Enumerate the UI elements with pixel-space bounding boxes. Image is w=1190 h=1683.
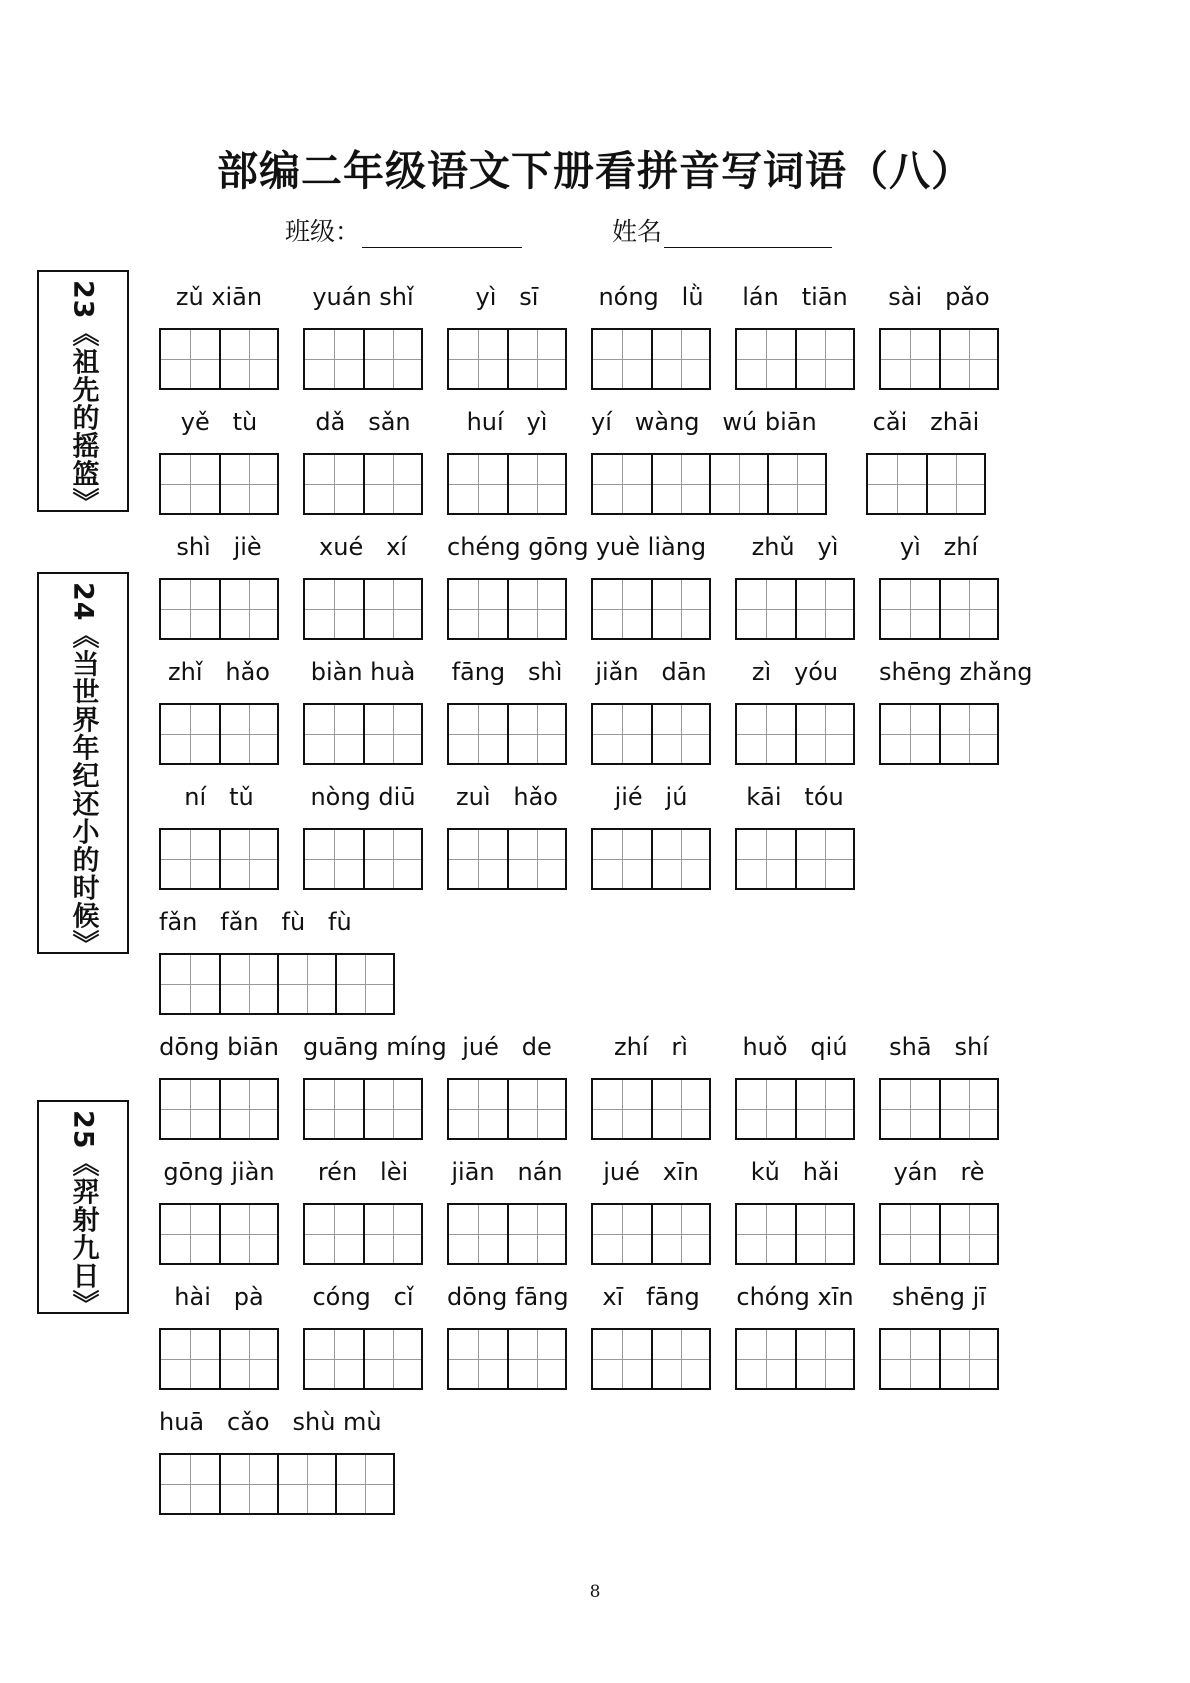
word-item bbox=[303, 405, 423, 517]
tianzige-cell[interactable] bbox=[507, 1080, 565, 1138]
tianzige-cell[interactable] bbox=[305, 1330, 363, 1388]
tianzige-cell[interactable] bbox=[939, 580, 997, 638]
word-item bbox=[879, 1030, 999, 1142]
tianzige-cell[interactable] bbox=[737, 580, 795, 638]
writing-grid bbox=[159, 1203, 279, 1265]
tianzige-cell[interactable] bbox=[507, 1205, 565, 1263]
writing-grid bbox=[159, 1453, 395, 1515]
pinyin-label: kǔ hǎi bbox=[750, 1158, 840, 1186]
pinyin-label: yuè liàng bbox=[595, 533, 707, 561]
tianzige-cell[interactable] bbox=[881, 330, 939, 388]
pinyin-label: chóng xīn bbox=[736, 1283, 854, 1311]
writing-grid bbox=[735, 828, 855, 890]
tianzige-cell[interactable] bbox=[651, 1330, 709, 1388]
tianzige-cell[interactable] bbox=[305, 330, 363, 388]
tianzige-cell[interactable] bbox=[363, 1080, 421, 1138]
writing-grid bbox=[159, 953, 395, 1015]
name-blank[interactable] bbox=[664, 219, 832, 248]
pinyin-label: jué de bbox=[462, 1033, 552, 1061]
pinyin-label: sài pǎo bbox=[888, 283, 990, 311]
word-item bbox=[735, 655, 855, 767]
tianzige-cell[interactable] bbox=[737, 1330, 795, 1388]
tianzige-cell[interactable] bbox=[363, 1205, 421, 1263]
pinyin-label: yě tù bbox=[180, 408, 258, 436]
tianzige-cell[interactable] bbox=[449, 1205, 507, 1263]
writing-grid bbox=[591, 453, 827, 515]
word-item bbox=[879, 1280, 999, 1392]
pinyin-label: zuì hǎo bbox=[456, 783, 558, 811]
tianzige-cell[interactable] bbox=[449, 330, 507, 388]
word-item bbox=[303, 280, 423, 392]
tianzige-cell[interactable] bbox=[161, 955, 219, 1013]
tianzige-cell[interactable] bbox=[161, 830, 219, 888]
word-item bbox=[447, 1030, 567, 1142]
writing-grid bbox=[866, 453, 986, 515]
pinyin-label: nóng lǜ bbox=[598, 283, 704, 311]
tianzige-cell[interactable] bbox=[737, 830, 795, 888]
class-blank[interactable] bbox=[362, 219, 522, 248]
tianzige-cell[interactable] bbox=[161, 1455, 219, 1513]
pinyin-label: rén lèi bbox=[317, 1158, 409, 1186]
word-item bbox=[447, 655, 567, 767]
class-label: 班级： bbox=[285, 217, 361, 246]
tianzige-cell[interactable] bbox=[593, 1205, 651, 1263]
tianzige-cell[interactable] bbox=[651, 455, 709, 513]
word-item bbox=[303, 1280, 423, 1392]
word-item bbox=[591, 280, 711, 392]
word-item bbox=[447, 780, 567, 892]
writing-grid bbox=[591, 328, 711, 390]
writing-grid bbox=[303, 828, 423, 890]
tianzige-cell[interactable] bbox=[161, 1330, 219, 1388]
writing-grid bbox=[879, 1203, 999, 1265]
writing-grid bbox=[159, 1078, 279, 1140]
pinyin-label: biàn huà bbox=[310, 658, 416, 686]
word-item bbox=[591, 1155, 711, 1267]
pinyin-label: jué xīn bbox=[603, 1158, 699, 1186]
pinyin-label: shā shí bbox=[889, 1033, 989, 1061]
word-item bbox=[447, 1280, 567, 1392]
tianzige-cell[interactable] bbox=[939, 1205, 997, 1263]
pinyin-label: huí yì bbox=[466, 408, 548, 436]
writing-grid bbox=[879, 1078, 999, 1140]
writing-grid bbox=[591, 1328, 711, 1390]
tianzige-cell[interactable] bbox=[363, 1330, 421, 1388]
word-item bbox=[879, 280, 999, 392]
pinyin-label: nòng diū bbox=[310, 783, 416, 811]
word-item bbox=[303, 530, 423, 642]
writing-grid bbox=[591, 1078, 711, 1140]
tianzige-cell[interactable] bbox=[363, 580, 421, 638]
tianzige-cell[interactable] bbox=[939, 1080, 997, 1138]
tianzige-cell[interactable] bbox=[219, 705, 277, 763]
writing-grid bbox=[303, 328, 423, 390]
tianzige-cell[interactable] bbox=[449, 705, 507, 763]
tianzige-cell[interactable] bbox=[795, 1080, 853, 1138]
tianzige-cell[interactable] bbox=[305, 580, 363, 638]
tianzige-cell[interactable] bbox=[219, 1330, 277, 1388]
writing-grid bbox=[447, 578, 567, 640]
word-item bbox=[447, 1155, 567, 1267]
word-item bbox=[735, 1030, 855, 1142]
lesson-23-label: 23《祖先的摇篮》 bbox=[67, 280, 99, 516]
tianzige-cell[interactable] bbox=[219, 1080, 277, 1138]
writing-grid bbox=[447, 828, 567, 890]
word-item bbox=[159, 1030, 279, 1142]
pinyin-label: xué xí bbox=[319, 533, 407, 561]
tianzige-cell[interactable] bbox=[795, 830, 853, 888]
tianzige-cell[interactable] bbox=[305, 455, 363, 513]
word-item bbox=[159, 1405, 399, 1517]
word-item bbox=[447, 280, 567, 392]
pinyin-label: ní tǔ bbox=[184, 783, 254, 811]
tianzige-cell[interactable] bbox=[881, 1080, 939, 1138]
writing-grid bbox=[159, 453, 279, 515]
writing-grid bbox=[447, 703, 567, 765]
tianzige-cell[interactable] bbox=[593, 1080, 651, 1138]
tianzige-cell[interactable] bbox=[593, 1330, 651, 1388]
writing-grid bbox=[591, 1203, 711, 1265]
tianzige-cell[interactable] bbox=[881, 1330, 939, 1388]
pinyin-label: yán rè bbox=[893, 1158, 985, 1186]
pinyin-label: zhí rì bbox=[614, 1033, 688, 1061]
tianzige-cell[interactable] bbox=[363, 830, 421, 888]
tianzige-cell[interactable] bbox=[939, 330, 997, 388]
tianzige-cell[interactable] bbox=[651, 705, 709, 763]
word-item bbox=[591, 530, 711, 642]
tianzige-cell[interactable] bbox=[881, 580, 939, 638]
lesson-24-box bbox=[37, 572, 129, 958]
pinyin-label: huǒ qiú bbox=[742, 1033, 848, 1061]
tianzige-cell[interactable] bbox=[363, 330, 421, 388]
word-item bbox=[159, 530, 279, 642]
writing-grid bbox=[303, 1203, 423, 1265]
tianzige-cell[interactable] bbox=[449, 455, 507, 513]
tianzige-cell[interactable] bbox=[507, 455, 565, 513]
pinyin-label: shì jiè bbox=[176, 533, 262, 561]
word-item bbox=[447, 405, 567, 517]
tianzige-cell[interactable] bbox=[593, 580, 651, 638]
tianzige-cell[interactable] bbox=[277, 1455, 335, 1513]
tianzige-cell[interactable] bbox=[507, 1330, 565, 1388]
tianzige-cell[interactable] bbox=[593, 830, 651, 888]
word-item bbox=[591, 1030, 711, 1142]
pinyin-label: shēng zhǎng bbox=[879, 658, 1033, 686]
writing-grid bbox=[447, 453, 567, 515]
tianzige-cell[interactable] bbox=[161, 1205, 219, 1263]
tianzige-cell[interactable] bbox=[651, 580, 709, 638]
tianzige-cell[interactable] bbox=[219, 1205, 277, 1263]
pinyin-label: zhǐ hǎo bbox=[168, 658, 270, 686]
writing-grid bbox=[735, 1203, 855, 1265]
pinyin-label: yì zhí bbox=[899, 533, 979, 561]
pinyin-label: jié jú bbox=[614, 783, 688, 811]
tianzige-cell[interactable] bbox=[161, 705, 219, 763]
pinyin-label: fāng shì bbox=[451, 658, 563, 686]
tianzige-cell[interactable] bbox=[737, 705, 795, 763]
tianzige-cell[interactable] bbox=[219, 330, 277, 388]
writing-grid bbox=[303, 1078, 423, 1140]
tianzige-cell[interactable] bbox=[363, 455, 421, 513]
writing-grid bbox=[735, 1078, 855, 1140]
writing-grid bbox=[303, 453, 423, 515]
tianzige-cell[interactable] bbox=[709, 455, 767, 513]
pinyin-label: gōng jiàn bbox=[163, 1158, 275, 1186]
tianzige-cell[interactable] bbox=[593, 455, 651, 513]
writing-grid bbox=[735, 703, 855, 765]
tianzige-cell[interactable] bbox=[939, 705, 997, 763]
word-item bbox=[159, 655, 279, 767]
writing-grid bbox=[303, 1328, 423, 1390]
word-item bbox=[303, 780, 423, 892]
pinyin-label: dǎ sǎn bbox=[315, 408, 411, 436]
tianzige-cell[interactable] bbox=[767, 455, 825, 513]
tianzige-cell[interactable] bbox=[868, 455, 926, 513]
pinyin-label: yì sī bbox=[475, 283, 539, 311]
tianzige-cell[interactable] bbox=[507, 705, 565, 763]
word-item bbox=[303, 1155, 423, 1267]
writing-grid bbox=[159, 703, 279, 765]
word-item bbox=[447, 530, 589, 642]
tianzige-cell[interactable] bbox=[795, 580, 853, 638]
pinyin-label: zhǔ yì bbox=[751, 533, 839, 561]
writing-grid bbox=[447, 328, 567, 390]
tianzige-cell[interactable] bbox=[651, 330, 709, 388]
writing-grid bbox=[591, 703, 711, 765]
tianzige-cell[interactable] bbox=[926, 455, 984, 513]
word-item bbox=[735, 530, 855, 642]
tianzige-cell[interactable] bbox=[449, 1330, 507, 1388]
word-item bbox=[879, 1155, 999, 1267]
pinyin-label: guāng míng bbox=[303, 1033, 447, 1061]
word-item bbox=[159, 1280, 279, 1392]
tianzige-cell[interactable] bbox=[449, 1080, 507, 1138]
word-item bbox=[159, 280, 279, 392]
writing-grid bbox=[159, 328, 279, 390]
pinyin-label: kāi tóu bbox=[746, 783, 844, 811]
tianzige-cell[interactable] bbox=[219, 1455, 277, 1513]
tianzige-cell[interactable] bbox=[305, 705, 363, 763]
word-item bbox=[591, 405, 831, 517]
tianzige-cell[interactable] bbox=[507, 830, 565, 888]
tianzige-cell[interactable] bbox=[795, 1330, 853, 1388]
tianzige-cell[interactable] bbox=[363, 705, 421, 763]
tianzige-cell[interactable] bbox=[161, 455, 219, 513]
word-item bbox=[735, 1280, 855, 1392]
writing-grid bbox=[303, 578, 423, 640]
pinyin-label: dōng fāng bbox=[447, 1283, 569, 1311]
word-item bbox=[159, 1155, 279, 1267]
tianzige-cell[interactable] bbox=[593, 705, 651, 763]
tianzige-cell[interactable] bbox=[939, 1330, 997, 1388]
word-item bbox=[303, 1030, 447, 1142]
writing-grid bbox=[735, 328, 855, 390]
tianzige-cell[interactable] bbox=[507, 330, 565, 388]
name-label: 姓名 bbox=[612, 217, 663, 246]
tianzige-cell[interactable] bbox=[335, 1455, 393, 1513]
tianzige-cell[interactable] bbox=[795, 1205, 853, 1263]
writing-grid bbox=[591, 828, 711, 890]
word-item bbox=[591, 780, 711, 892]
tianzige-cell[interactable] bbox=[593, 330, 651, 388]
writing-grid bbox=[447, 1078, 567, 1140]
pinyin-label: xī fāng bbox=[602, 1283, 700, 1311]
writing-grid bbox=[447, 1328, 567, 1390]
tianzige-cell[interactable] bbox=[507, 580, 565, 638]
word-item bbox=[866, 405, 986, 517]
tianzige-cell[interactable] bbox=[651, 1080, 709, 1138]
pinyin-label: hài pà bbox=[174, 1283, 264, 1311]
lesson-24-label: 24《当世界年纪还小的时候》 bbox=[67, 582, 99, 958]
tianzige-cell[interactable] bbox=[305, 830, 363, 888]
pinyin-label: lán tiān bbox=[742, 283, 848, 311]
writing-grid bbox=[159, 1328, 279, 1390]
writing-grid bbox=[735, 1328, 855, 1390]
pinyin-label: zì yóu bbox=[751, 658, 839, 686]
word-item bbox=[303, 655, 423, 767]
pinyin-label: yuán shǐ bbox=[312, 283, 414, 311]
tianzige-cell[interactable] bbox=[161, 580, 219, 638]
writing-grid bbox=[879, 703, 999, 765]
lesson-25-label: 25《羿射九日》 bbox=[67, 1110, 99, 1318]
tianzige-cell[interactable] bbox=[651, 1205, 709, 1263]
word-item bbox=[591, 655, 711, 767]
tianzige-cell[interactable] bbox=[737, 330, 795, 388]
tianzige-cell[interactable] bbox=[335, 955, 393, 1013]
pinyin-label: huā cǎo shù mù bbox=[159, 1408, 382, 1436]
tianzige-cell[interactable] bbox=[219, 580, 277, 638]
page-number: 8 bbox=[589, 1582, 601, 1602]
word-item bbox=[735, 1155, 855, 1267]
lesson-23-box bbox=[37, 270, 129, 516]
word-item bbox=[159, 405, 279, 517]
tianzige-cell[interactable] bbox=[219, 830, 277, 888]
pinyin-label: dōng biān bbox=[159, 1033, 279, 1061]
writing-grid bbox=[879, 1328, 999, 1390]
pinyin-label: fǎn fǎn fù fù bbox=[159, 908, 352, 936]
writing-grid bbox=[447, 1203, 567, 1265]
tianzige-cell[interactable] bbox=[737, 1205, 795, 1263]
word-item bbox=[159, 905, 399, 1017]
tianzige-cell[interactable] bbox=[651, 830, 709, 888]
writing-grid bbox=[303, 703, 423, 765]
page-title: 部编二年级语文下册看拼音写词语（八） bbox=[217, 147, 973, 195]
pinyin-label: shēng jī bbox=[892, 1283, 986, 1311]
tianzige-cell[interactable] bbox=[219, 955, 277, 1013]
tianzige-cell[interactable] bbox=[277, 955, 335, 1013]
tianzige-cell[interactable] bbox=[219, 455, 277, 513]
pinyin-label: jiǎn dān bbox=[595, 658, 707, 686]
tianzige-cell[interactable] bbox=[161, 1080, 219, 1138]
word-item bbox=[159, 780, 279, 892]
word-item bbox=[879, 530, 999, 642]
writing-grid bbox=[591, 578, 711, 640]
pinyin-label: chéng gōng bbox=[447, 533, 589, 561]
tianzige-cell[interactable] bbox=[881, 1205, 939, 1263]
pinyin-label: zǔ xiān bbox=[175, 283, 263, 311]
word-item bbox=[591, 1280, 711, 1392]
lesson-25-box bbox=[37, 1100, 129, 1318]
tianzige-cell[interactable] bbox=[881, 705, 939, 763]
writing-grid bbox=[879, 578, 999, 640]
writing-grid bbox=[159, 578, 279, 640]
writing-grid bbox=[879, 328, 999, 390]
class-field bbox=[285, 212, 522, 248]
pinyin-label: jiān nán bbox=[451, 1158, 563, 1186]
tianzige-cell[interactable] bbox=[737, 1080, 795, 1138]
writing-grid bbox=[735, 578, 855, 640]
pinyin-label: cóng cǐ bbox=[312, 1283, 414, 1311]
word-item bbox=[735, 780, 855, 892]
word-item bbox=[735, 280, 855, 392]
name-field bbox=[612, 212, 832, 248]
writing-grid bbox=[159, 828, 279, 890]
word-item bbox=[879, 655, 1033, 767]
tianzige-cell[interactable] bbox=[305, 1080, 363, 1138]
tianzige-cell[interactable] bbox=[795, 705, 853, 763]
pinyin-label: yí wàng wú biān bbox=[591, 408, 817, 436]
tianzige-cell[interactable] bbox=[449, 580, 507, 638]
tianzige-cell[interactable] bbox=[795, 330, 853, 388]
tianzige-cell[interactable] bbox=[161, 330, 219, 388]
pinyin-label: cǎi zhāi bbox=[872, 408, 980, 436]
tianzige-cell[interactable] bbox=[449, 830, 507, 888]
tianzige-cell[interactable] bbox=[305, 1205, 363, 1263]
